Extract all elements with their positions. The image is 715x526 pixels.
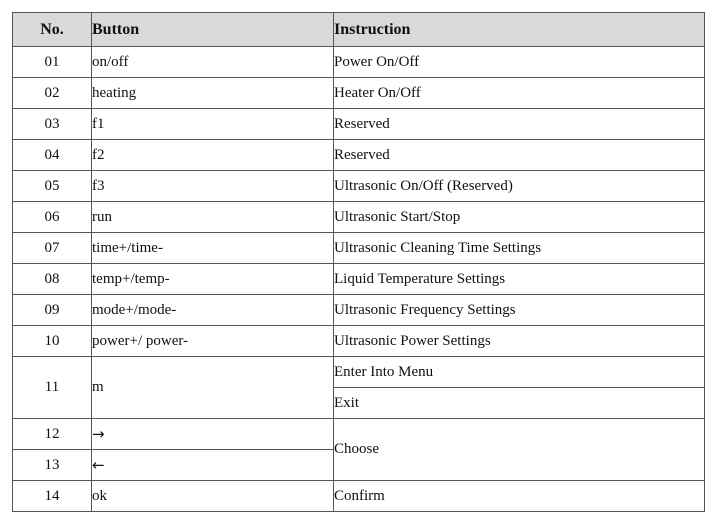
button-name: time+/time- xyxy=(92,233,334,264)
row-number: 14 xyxy=(13,481,92,512)
instruction: Power On/Off xyxy=(334,47,705,78)
instruction: Reserved xyxy=(334,140,705,171)
row-number: 07 xyxy=(13,233,92,264)
table-row xyxy=(13,47,705,78)
header-row xyxy=(13,13,705,47)
table-row xyxy=(13,481,705,512)
table-row xyxy=(13,357,705,388)
table-row xyxy=(13,233,705,264)
row-number: 13 xyxy=(13,450,92,481)
button-name: m xyxy=(92,357,334,419)
table-row xyxy=(13,264,705,295)
table-row xyxy=(13,326,705,357)
row-number: 12 xyxy=(13,419,92,450)
right-arrow-icon: → xyxy=(92,419,334,450)
button-name: temp+/temp- xyxy=(92,264,334,295)
left-arrow-icon: ← xyxy=(92,450,334,481)
instruction: Liquid Temperature Settings xyxy=(334,264,705,295)
row-number: 10 xyxy=(13,326,92,357)
instruction: Reserved xyxy=(334,109,705,140)
row-number: 01 xyxy=(13,47,92,78)
button-name: f3 xyxy=(92,171,334,202)
header-instruction: Instruction xyxy=(334,13,705,47)
instruction: Heater On/Off xyxy=(334,78,705,109)
row-number: 11 xyxy=(13,357,92,419)
row-number: 08 xyxy=(13,264,92,295)
instruction: Choose xyxy=(334,419,705,481)
instruction: Confirm xyxy=(334,481,705,512)
button-name: on/off xyxy=(92,47,334,78)
row-number: 06 xyxy=(13,202,92,233)
button-name: run xyxy=(92,202,334,233)
instruction: Ultrasonic Power Settings xyxy=(334,326,705,357)
instruction: Ultrasonic On/Off (Reserved) xyxy=(334,171,705,202)
table-row xyxy=(13,171,705,202)
button-name: mode+/mode- xyxy=(92,295,334,326)
row-number: 05 xyxy=(13,171,92,202)
table-row xyxy=(13,202,705,233)
row-number: 02 xyxy=(13,78,92,109)
row-number: 04 xyxy=(13,140,92,171)
table-row xyxy=(13,78,705,109)
table-row xyxy=(13,109,705,140)
table-row xyxy=(13,140,705,171)
instruction: Ultrasonic Frequency Settings xyxy=(334,295,705,326)
instruction: Exit xyxy=(334,388,705,419)
table-row xyxy=(13,419,705,450)
button-name: power+/ power- xyxy=(92,326,334,357)
button-name: heating xyxy=(92,78,334,109)
header-button: Button xyxy=(92,13,334,47)
button-name: f2 xyxy=(92,140,334,171)
row-number: 03 xyxy=(13,109,92,140)
button-instruction-table xyxy=(12,12,705,512)
header-no: No. xyxy=(13,13,92,47)
instruction: Ultrasonic Cleaning Time Settings xyxy=(334,233,705,264)
table-row xyxy=(13,295,705,326)
row-number: 09 xyxy=(13,295,92,326)
button-name: ok xyxy=(92,481,334,512)
button-name: f1 xyxy=(92,109,334,140)
instruction: Enter Into Menu xyxy=(334,357,705,388)
instruction: Ultrasonic Start/Stop xyxy=(334,202,705,233)
